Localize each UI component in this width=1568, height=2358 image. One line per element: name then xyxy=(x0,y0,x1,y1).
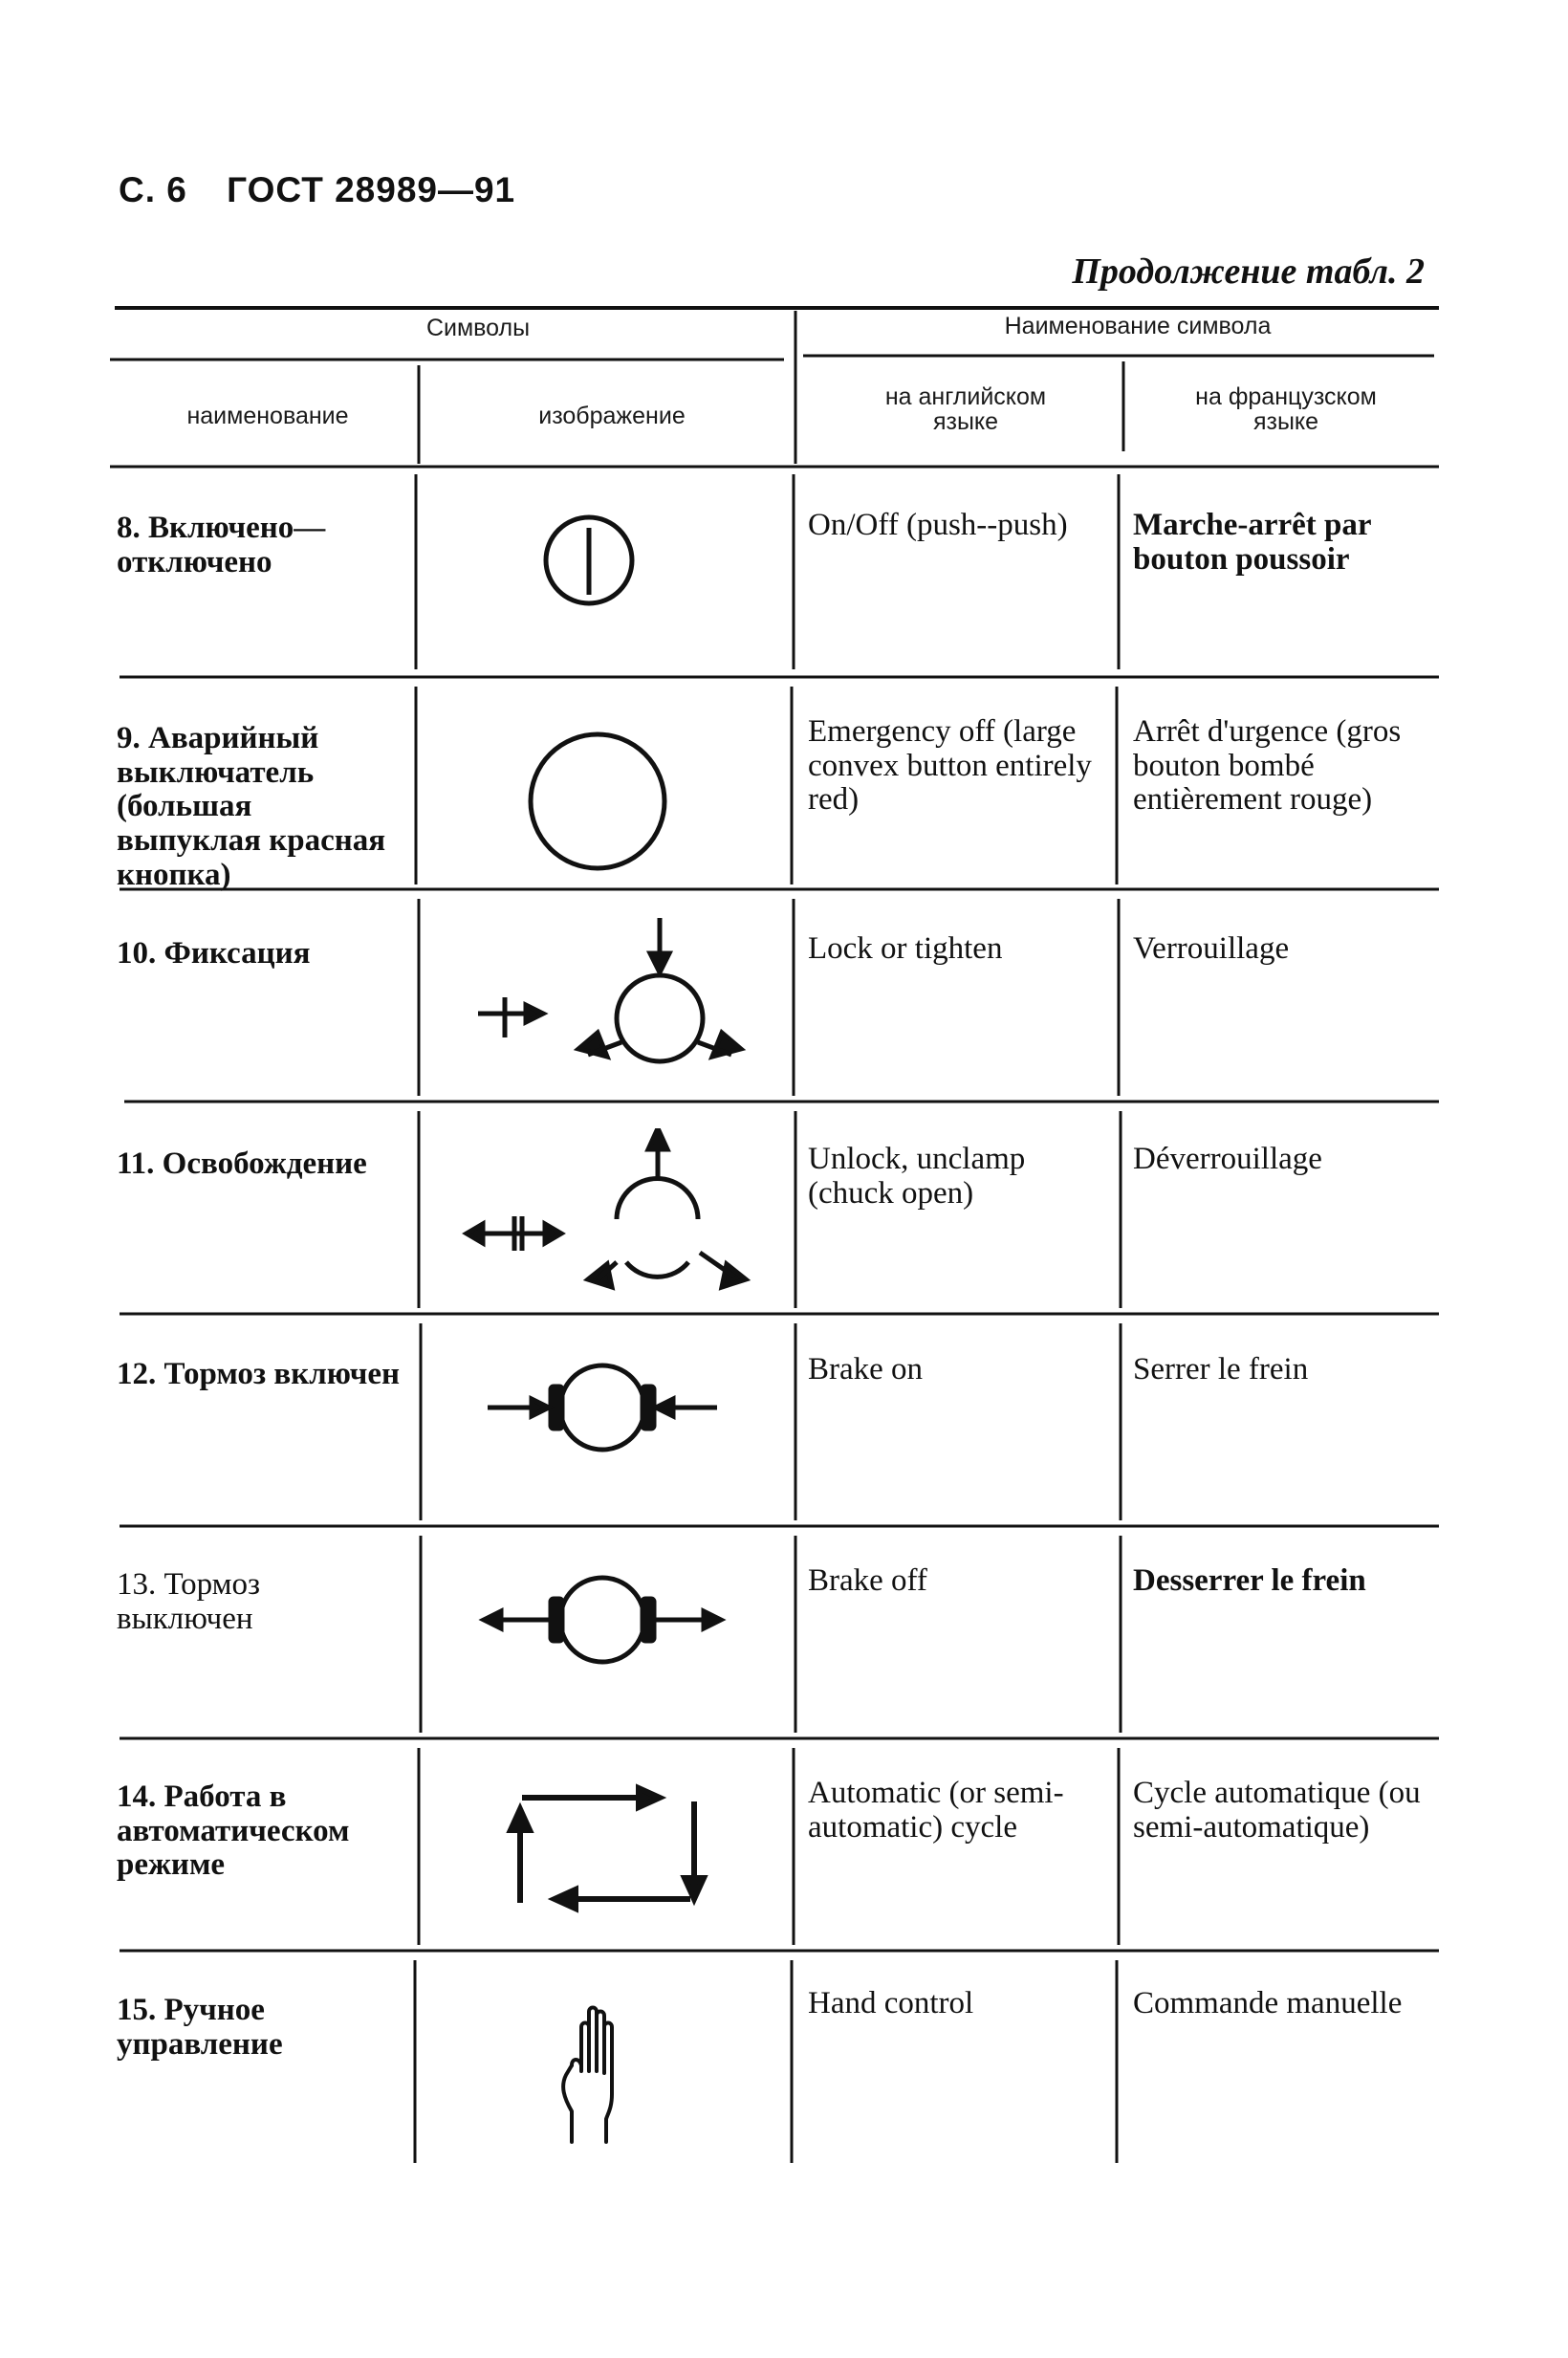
symbol-name: 11. Освобождение xyxy=(117,1146,367,1181)
french-name: Arrêt d'urgence (gros bouton bombé entièrement rouge) xyxy=(1133,714,1402,818)
french-name: Marche-arrêt par bouton poussoir xyxy=(1133,508,1371,577)
header-french: на французском языке xyxy=(1195,383,1377,436)
french-name: Desserrer le frein xyxy=(1133,1563,1366,1598)
hand-control-icon xyxy=(421,1998,794,2151)
brake-off-icon xyxy=(421,1561,794,1675)
symbol-name: 12. Тормоз включен xyxy=(117,1357,401,1391)
lock-icon xyxy=(421,913,794,1085)
french-name: Serrer le frein xyxy=(1133,1352,1309,1386)
symbol-name: 15. Ручное управление xyxy=(117,1993,283,2062)
french-name: Verrouillage xyxy=(1133,931,1290,966)
page-number: С. 6 xyxy=(119,170,187,209)
brake-on-icon xyxy=(421,1348,794,1463)
header-image: изображение xyxy=(538,403,686,429)
emergency-off-icon xyxy=(421,723,794,876)
english-name: Hand control xyxy=(808,1986,974,2020)
english-name: Emergency off (large convex button entirely red) xyxy=(808,714,1092,818)
symbol-name: 10. Фиксация xyxy=(117,936,311,971)
french-name: Commande manuelle xyxy=(1133,1986,1403,2020)
french-name: Déverrouillage xyxy=(1133,1142,1322,1176)
header-symbols: Символы xyxy=(425,315,531,341)
automatic-cycle-icon xyxy=(421,1771,794,1924)
symbol-name: 9. Аварийный выключатель (большая выпуклая красная кнопка) xyxy=(117,721,386,892)
on-off-icon xyxy=(421,507,794,612)
header-name: наименование xyxy=(186,403,349,429)
header-english: на английском языке xyxy=(884,383,1047,436)
symbol-name: 8. Включено—отключено xyxy=(117,511,326,579)
english-name: Brake off xyxy=(808,1563,927,1598)
table-continuation-label: Продолжение табл. 2 xyxy=(1072,251,1425,292)
english-name: Brake on xyxy=(808,1352,924,1386)
unlock-icon xyxy=(421,1128,794,1300)
english-name: On/Off (push--push) xyxy=(808,508,1068,542)
standard-number: ГОСТ 28989—91 xyxy=(227,170,516,209)
french-name: Cycle automatique (ou semi-automatique) xyxy=(1133,1776,1421,1845)
header-symbol-name: Наименование символа xyxy=(1004,313,1272,339)
english-name: Automatic (or semi-automatic) cycle xyxy=(808,1776,1064,1845)
symbol-name: 13. Тормоз выключен xyxy=(117,1567,261,1636)
symbol-name: 14. Работа в автоматическом режиме xyxy=(117,1779,350,1883)
english-name: Lock or tighten xyxy=(808,931,1003,966)
english-name: Unlock, unclamp (chuck open) xyxy=(808,1142,1026,1211)
